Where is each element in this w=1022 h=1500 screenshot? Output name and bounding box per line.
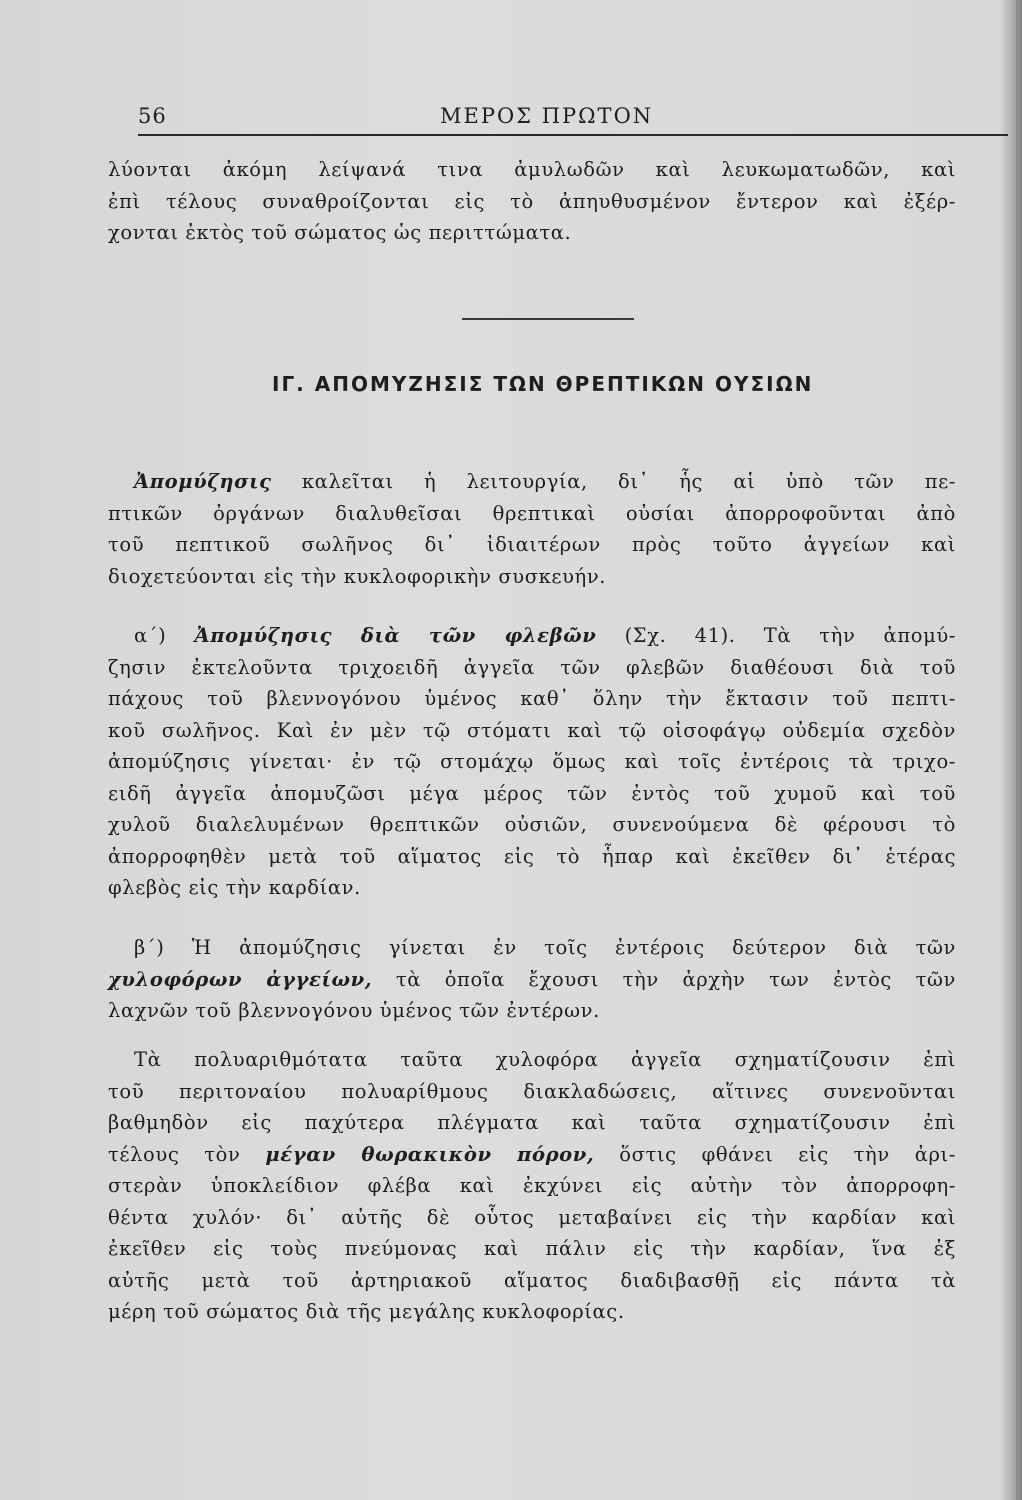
text-line: ἐκεῖθεν εἰς τοὺς πνεύμονας καὶ πάλιν εἰς τὴν καρδίαν, ἵνα ἐξ [108, 1237, 956, 1260]
section-separator [462, 318, 634, 320]
paragraph-c [108, 1044, 956, 1328]
intro-paragraph [108, 154, 956, 249]
text-line: αὐτῆς μετὰ τοῦ ἀρτηριακοῦ αἵματος διαδιβασθῇ εἰς πάντα τὰ [108, 1268, 956, 1292]
text-line: β΄) Ἡ ἀπομύζησις γίνεται ἐν τοῖς ἐντέροις δεύτερον διὰ τῶν [134, 936, 956, 959]
text-line: πάχους τοῦ βλεννογόνου ὑμένος καθ᾽ ὅλην τὴν ἔκτασιν τοῦ πεπτι- [108, 687, 956, 710]
text-line: θέντα χυλόν· δι᾽ αὐτῆς δὲ οὗτος μεταβαίνει εἰς τὴν καρδίαν καὶ [108, 1205, 956, 1229]
text-line [108, 964, 956, 996]
page-edge-line [1016, 0, 1018, 1500]
text-line: στερὰν ὑποκλείδιον φλέβα καὶ ἐκχύνει εἰς αὐτὴν τὸν ἀπορροφη- [108, 1174, 956, 1197]
text-line: κοῦ σωλῆνος. Καὶ ἐν μὲν τῷ στόματι καὶ τῷ οἰσοφάγῳ οὐδεμία σχεδὸν [108, 718, 956, 742]
paragraph-b [108, 932, 956, 1027]
text-line: λύονται ἀκόμη λείψανά τινα ἀμυλωδῶν καὶ λευκωματωδῶν, καὶ [108, 158, 956, 181]
page-header [138, 104, 1008, 138]
text-line: ζησιν ἐκτελοῦντα τριχοειδῆ ἀγγεῖα τῶν φλεβῶν διαθέουσι διὰ τοῦ [108, 655, 956, 679]
text-line: τοῦ πεπτικοῦ σωλῆνος δι᾽ ἰδιαιτέρων πρὸς τοῦτο ἀγγείων καὶ [108, 533, 956, 556]
text-line: βαθμηδὸν εἰς παχύτερα πλέγματα καὶ ταῦτα σχηματίζουσιν ἐπὶ [108, 1111, 956, 1134]
header-rule [138, 134, 1008, 136]
paragraph-definition [108, 466, 956, 592]
item-label: α΄) [134, 624, 195, 647]
text-line: Τὰ πολυαριθμότατα ταῦτα χυλοφόρα ἀγγεῖα σχηματίζουσιν ἐπὶ [134, 1048, 956, 1071]
text-fragment: τὰ ὁποῖα ἔχουσι τὴν ἀρχὴν των ἐντὸς τῶν [372, 967, 956, 991]
text-line: ἀπορροφηθὲν μετὰ τοῦ αἵματος εἰς τὸ ἧπαρ καὶ ἐκεῖθεν δι᾽ ἑτέρας [108, 844, 956, 868]
text-line: λαχνῶν τοῦ βλεννογόνου ὑμένος τῶν ἐντέρων. [108, 999, 600, 1022]
term-veins: Ἀπομύζησις διὰ τῶν φλεβῶν [194, 624, 597, 647]
text-line: πτικῶν ὀργάνων διαλυθεῖσαι θρεπτικαὶ οὐσίαι ἀπορροφοῦνται ἀπὸ [108, 501, 956, 525]
text-line: ειδῆ ἀγγεῖα ἀπομυζῶσι μέγα μέρος τῶν ἐντὸς τοῦ χυμοῦ καὶ τοῦ [108, 781, 956, 805]
text-line: διοχετεύονται εἰς τὴν κυκλοφορικὴν συσκευήν. [108, 564, 607, 588]
text-line [108, 1139, 956, 1171]
text-line: χυλοῦ διαλελυμένων θρεπτικῶν οὐσιῶν, συνενούμενα δὲ φέρουσι τὸ [108, 813, 956, 836]
section-heading: ΙΓ. ΑΠΟΜΥΖΗΣΙΣ ΤΩΝ ΘΡΕΠΤΙΚΩΝ ΟΥΣΙΩΝ [272, 372, 814, 396]
term-thoracic-duct: μέγαν θωρακικὸν πόρον, [265, 1142, 595, 1166]
text-line: τοῦ περιτοναίου πολυαρίθμους διακλαδώσεις, αἵτινες συνενοῦνται [108, 1079, 956, 1103]
text-fragment: ὅστις φθάνει εἰς τὴν ἀρι- [594, 1142, 956, 1166]
text-fragment: (Σχ. 41). Τὰ τὴν ἀπομύ- [596, 624, 956, 647]
page-edge-shadow [1000, 0, 1022, 1500]
text-line: ἀπομύζησις γίνεται· ἐν τῷ στομάχῳ ὅμως καὶ τοῖς ἐντέροις τὰ τριχο- [108, 750, 956, 773]
text-fragment: τέλους τὸν [108, 1142, 266, 1166]
term-chyle-vessels: χυλοφόρων ἀγγείων, [108, 967, 373, 991]
text-fragment: καλεῖται ἡ λειτουργία, δι᾽ ἧς αἱ ὑπὸ τῶν πε- [271, 470, 956, 493]
text-line: μέρη τοῦ σώματος διὰ τῆς μεγάλης κυκλοφορίας. [108, 1300, 625, 1323]
page-number: 56 [138, 104, 167, 128]
paragraph-a [108, 620, 956, 904]
term-apomyzesis: Ἀπομύζησις [134, 470, 272, 493]
text-line: ἐπὶ τέλους συναθροίζονται εἰς τὸ ἀπηυθυσμένον ἔντερον καὶ ἐξέρ- [108, 189, 956, 213]
text-line: χονται ἐκτὸς τοῦ σώματος ὡς περιττώματα. [108, 221, 572, 244]
text-line: φλεβὸς εἰς τὴν καρδίαν. [108, 876, 361, 899]
running-title: ΜΕΡΟΣ ΠΡΩΤΟΝ [440, 104, 654, 128]
text-line [108, 466, 956, 498]
text-line [108, 620, 956, 652]
